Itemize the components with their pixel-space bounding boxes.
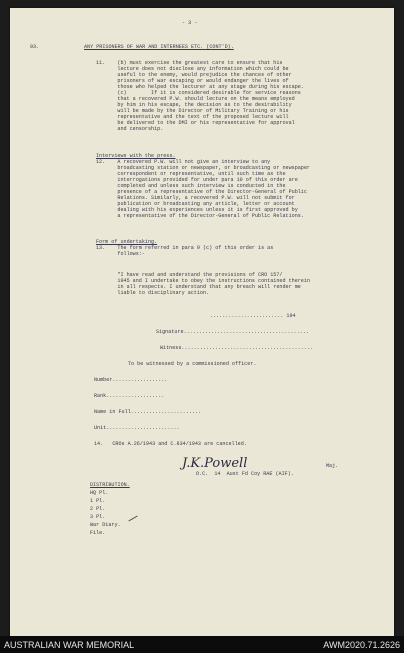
witness-note: To be witnessed by a commissioned officer. (128, 361, 257, 367)
interviews-heading: Interviews with the press. (96, 153, 176, 159)
para12-line: correspondent or representative, until such time as the (96, 171, 286, 177)
distribution-heading: DISTRIBUTION. (90, 482, 130, 488)
para12-line: broadcasting station or newspaper, or broadcasting or newspaper (96, 165, 310, 171)
distribution-item: File. (90, 530, 106, 536)
section-heading: ANY PRISONERS OF WAR AND INTERNEES ETC. (CONT'D). (84, 44, 234, 50)
para13-line: 13. The form referred in para 9 (c) of this order is as (96, 245, 274, 251)
handwritten-signature: J.K.Powell (182, 456, 248, 471)
distribution-item: HQ Pl. (90, 490, 109, 496)
para12-line: completed and unless such interview is conducted in the (96, 183, 286, 189)
page-number: - 3 - (182, 20, 198, 26)
form-heading: Form of undertaking. (96, 239, 158, 245)
para11-line: lecture does not disclose any information which could be (96, 66, 289, 72)
number-field: Number.................. (94, 377, 168, 383)
para11-line: be delivered to the DMI or his representative for approval (96, 120, 295, 126)
signature-line: Signature......................................... (156, 329, 309, 335)
margin-paragraph-number: 93. (30, 44, 40, 50)
para12-line: interrogations provided for under para 10 of this order are (96, 177, 298, 183)
para12-line: publication or broadcasting any article, letter or account (96, 201, 295, 207)
handwritten-tick-mark (128, 516, 137, 522)
para11-line: by him in his escape, the decision as to the desirability (96, 102, 292, 108)
undertaking-line: liable to disciplinary action. (96, 290, 210, 296)
para11-line: prisoners of war escaping or would endanger the lives of (96, 78, 289, 84)
para11-line: that a recovered P.W. should lecture on the means employed (96, 96, 295, 102)
footer-accession-number: AWM2020.71.2626 (323, 640, 400, 650)
archive-footer (0, 636, 404, 653)
distribution-item: 1 Pl. (90, 498, 106, 504)
para12-line: presence of a representative of the Director-General of Public (96, 189, 307, 195)
para11-line: will be made by the Director of Military Training or his (96, 108, 289, 114)
paragraph-14: 14. CROs A.26/1943 and C.834/1943 are cancelled. (94, 441, 247, 447)
date-line: ........................ 194 (210, 313, 296, 319)
distribution-item: 2 Pl. (90, 506, 106, 512)
undertaking-line: 1945 and I undertake to obey the instructions contained therein (96, 278, 310, 284)
para11-line: useful to the enemy, would prejudice the chances of other (96, 72, 292, 78)
document-page (10, 8, 394, 636)
para12-line: Relations. Similarly, a recovered P.W. will not submit for (96, 195, 295, 201)
officer-commanding-line: O.C. 14 Aust Fd Coy RAE (AIF). (196, 471, 294, 477)
unit-field: Unit........................ (94, 425, 180, 431)
para11-line: those who helped the lecturer at any stage during his escape. (96, 84, 304, 90)
para11-line: and censorship. (96, 126, 164, 132)
para12-line: 12. A recovered P.W. will not give an interview to any (96, 159, 271, 165)
para11-line: 11. (b) must exercise the greatest care to ensure that his (96, 60, 283, 66)
undertaking-line: in all respects. I understand that any breach will render me (96, 284, 301, 290)
name-field: Name in Full....................... (94, 409, 201, 415)
para12-line: a representative of the Director-General of Public Relations. (96, 213, 304, 219)
witness-line: Witness........................................... (160, 345, 313, 351)
para13-line: follows:- (96, 251, 145, 257)
distribution-item: 3 Pl. (90, 514, 106, 520)
distribution-item: War Diary. (90, 522, 121, 528)
para12-line: dealing with his experiences unless it is first approved by (96, 207, 298, 213)
undertaking-line: "I have read and understand the provisions of CRO 157/ (96, 272, 283, 278)
rank-field: Rank................... (94, 393, 165, 399)
para11-line: (c) If it is considered desirable for service reasons (96, 90, 301, 96)
footer-institution: AUSTRALIAN WAR MEMORIAL (4, 640, 135, 650)
para11-line: representative and the text of the proposed lecture will (96, 114, 289, 120)
rank-maj: Maj. (326, 463, 339, 469)
